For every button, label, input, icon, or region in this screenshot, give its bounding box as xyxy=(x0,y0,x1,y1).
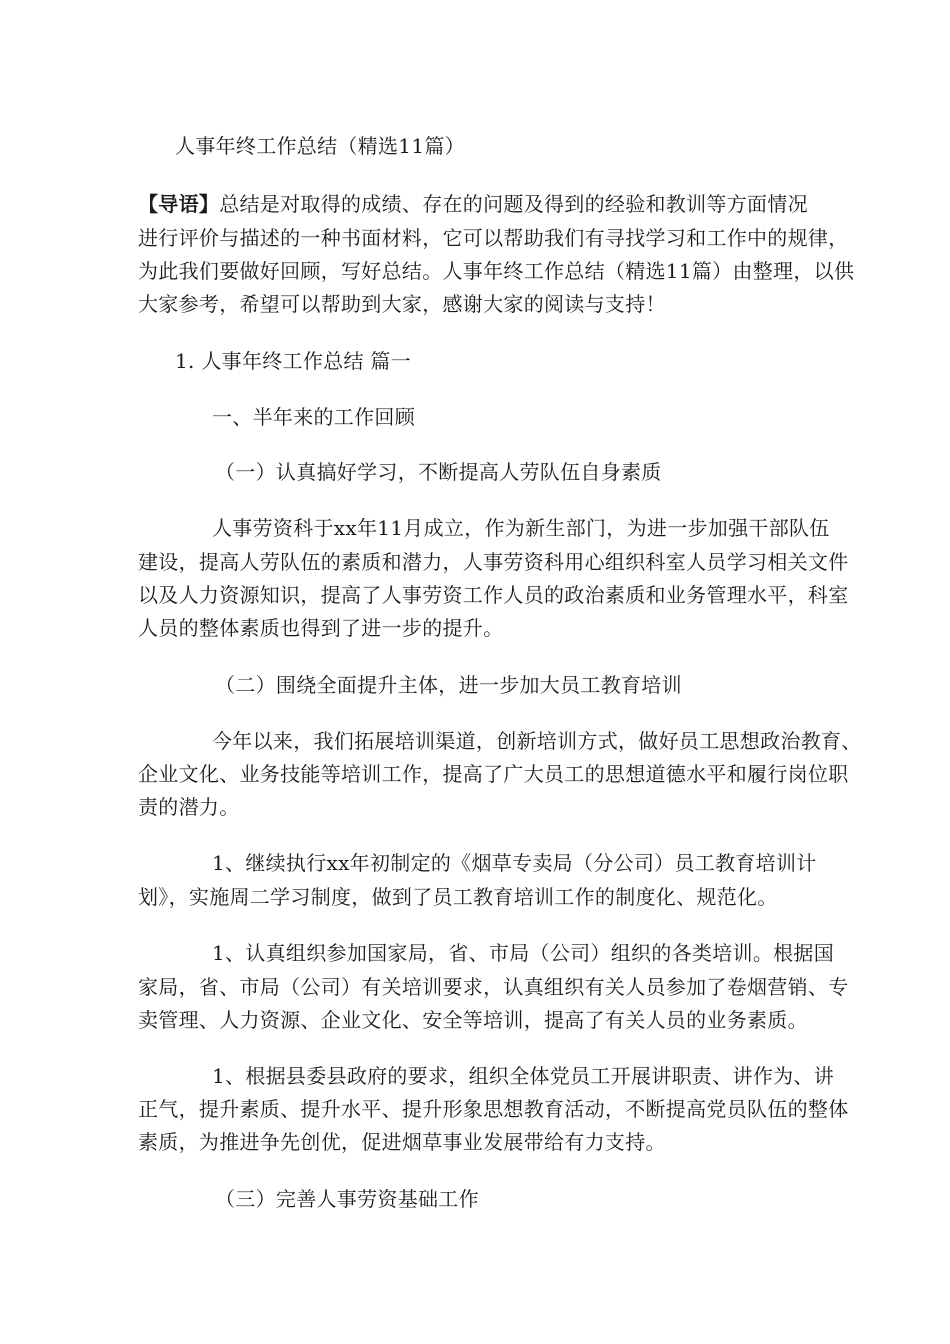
item-3-line-2: 正气，提升素质、提升水平、提升形象思想教育活动，不断提高党员队伍的整体 xyxy=(138,1097,849,1121)
item-1-line-2: 划》，实施周二学习制度，做到了员工教育培训工作的制度化、规范化。 xyxy=(138,885,778,909)
intro-line-2: 进行评价与描述的一种书面材料，它可以帮助我们有寻找学习和工作中的规律， xyxy=(138,226,849,250)
paragraph-1-line-1: 人事劳资科于xx年11月成立，作为新生部门，为进一步加强干部队伍 xyxy=(212,516,830,540)
subsection-heading-2: （二）围绕全面提升主体，进一步加大员工教育培训 xyxy=(215,673,682,697)
paragraph-1-line-2: 建设，提高人劳队伍的素质和潜力，人事劳资科用心组织科室人员学习相关文件 xyxy=(138,550,849,574)
intro-line-1 xyxy=(138,192,808,216)
item-2-line-2: 家局，省、市局（公司）有关培训要求，认真组织有关人员参加了卷烟营销、专 xyxy=(138,975,849,999)
item-2-line-1: 1、认真组织参加国家局，省、市局（公司）组织的各类培训。根据国 xyxy=(212,941,835,965)
paragraph-2-line-2: 企业文化、业务技能等培训工作，提高了广大员工的思想道德水平和履行岗位职 xyxy=(138,762,849,786)
item-1-line-1: 1、继续执行xx年初制定的《烟草专卖局（分公司）员工教育培训计 xyxy=(212,851,817,875)
intro-tag: 【导语】 xyxy=(138,192,220,216)
intro-text-1: 总结是对取得的成绩、存在的问题及得到的经验和教训等方面情况 xyxy=(219,192,808,216)
intro-line-4: 大家参考，希望可以帮助到大家，感谢大家的阅读与支持！ xyxy=(138,292,666,316)
paragraph-1-line-4: 人员的整体素质也得到了进一步的提升。 xyxy=(138,616,504,640)
subsection-heading-1: （一）认真搞好学习，不断提高人劳队伍自身素质 xyxy=(215,460,662,484)
paragraph-1-line-3: 以及人力资源知识，提高了人事劳资工作人员的政治素质和业务管理水平，科室 xyxy=(138,583,849,607)
subsection-heading-3: （三）完善人事劳资基础工作 xyxy=(215,1187,479,1211)
paragraph-2-line-3: 责的潜力。 xyxy=(138,795,240,819)
section-heading: 1. 人事年终工作总结 篇一 xyxy=(175,349,411,373)
item-3-line-3: 素质，为推进争先创优，促进烟草事业发展带给有力支持。 xyxy=(138,1130,666,1154)
item-2-line-3: 卖管理、人力资源、企业文化、安全等培训，提高了有关人员的业务素质。 xyxy=(138,1008,808,1032)
part-heading: 一、半年来的工作回顾 xyxy=(212,405,415,429)
intro-line-3: 为此我们要做好回顾，写好总结。人事年终工作总结（精选11篇）由整理，以供 xyxy=(138,259,855,283)
document-title: 人事年终工作总结（精选11篇） xyxy=(175,134,465,158)
paragraph-2-line-1: 今年以来，我们拓展培训渠道，创新培训方式，做好员工思想政治教育、 xyxy=(212,729,862,753)
item-3-line-1: 1、根据县委县政府的要求，组织全体党员工开展讲职责、讲作为、讲 xyxy=(212,1064,835,1088)
